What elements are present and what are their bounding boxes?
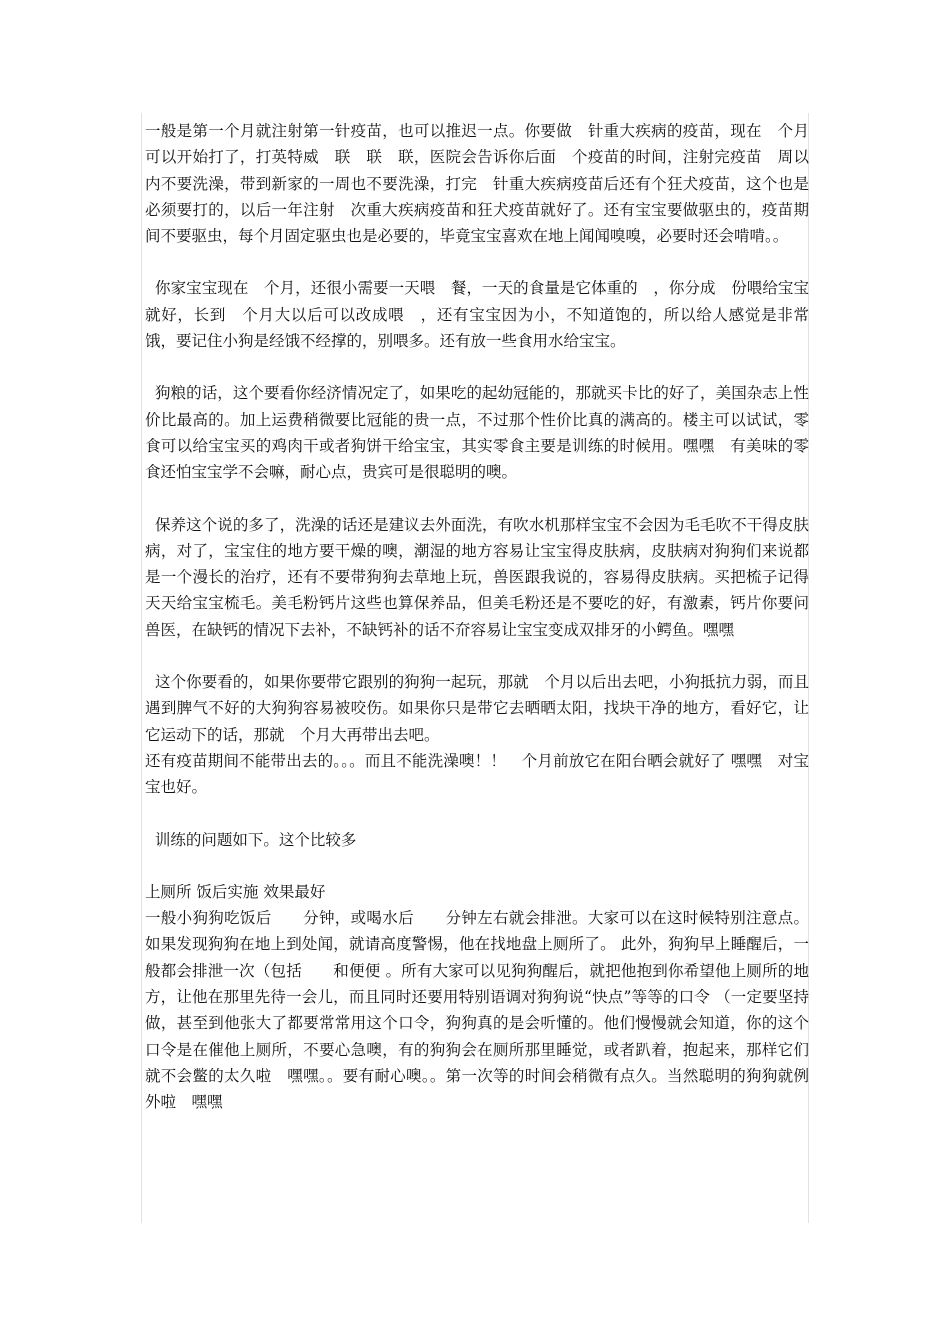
paragraph-toilet-heading: 上厕所 饭后实施 效果最好 <box>145 882 326 901</box>
paragraph-going-out: 这个你要看的，如果你要带它跟别的狗狗一起玩，那就 个月以后出去吧，小狗抵抗力弱，而且遇到脾气不好的大狗狗容易被咬伤。如果你只是带它去晒晒太阳，找块干净的地方，看好它，让它运动下的话，那就 个月大再带出去吧。 <box>145 673 809 744</box>
paragraph-training-intro: 训练的问题如下。这个比较多 <box>145 830 357 849</box>
paragraph-vaccination: 一般是第一个月就注射第一针疫苗，也可以推迟一点。你要做 针重大疾病的疫苗，现在 个月可以开始打了，打英特威 联 联 联，医院会告诉你后面 个疫苗的时间，注射完疫苗 周以内不要洗澡，带到新家的一周也不要洗澡，打完 针重大疾病疫苗后还有个狂犬疫苗，这个也是必须要打的，以后一年注射 次重大疾病疫苗和狂犬疫苗就好了。还有宝宝要做驱虫的，疫苗期间不要驱虫，每个月固定驱虫也是必要的，毕竟宝宝喜欢在地上闻闻嗅嗅，必要时还会啃啃。。 <box>145 122 809 246</box>
document-body <box>145 118 809 1142</box>
paragraph-toilet-training: 一般小狗狗吃饭后 分钟，或喝水后 分钟左右就会排泄。大家可以在这时候特别注意点。如果发现狗狗在地上到处闻，就请高度警惕，他在找地盘上厕所了。 此外，狗狗早上睡醒后，一般都会排泄一次（包括 和便便 。所有大家可以见狗狗醒后，就把他抱到你希望他上厕所的地方，让他在那里先待一会儿，而且同时还要用特别语调对狗狗说“快点”等等的口令 （一定要坚持做，甚至到他张大了都要常常用这个口令，狗狗真的是会听懂的。他们慢慢就会知道，你的这个口令是在催他上厕所，不要心急噢，有的狗狗会在厕所那里睡觉，或者趴着，抱起来，那样它们就不会鳖的太久啦 嘿嘿。。要有耐心噢。。第一次等的时间会稍微有点久。当然聪明的狗狗就例外啦 嘿嘿 <box>145 909 809 1112</box>
paragraph-feeding: 你家宝宝现在 个月，还很小需要一天喂 餐，一天的食量是它体重的 ，你分成 份喂给宝宝就好，长到 个月大以后可以改成喂 ，还有宝宝因为小，不知道饱的，所以给人感觉是非常饿，要记住小狗是经饿不经撑的，别喂多。还有放一些食用水给宝宝。 <box>145 279 809 351</box>
paragraph-dog-food: 狗粮的话，这个要看你经济情况定了，如果吃的起幼冠能的，那就买卡比的好了，美国杂志上性价比最高的。加上运费稍微要比冠能的贵一点，不过那个性价比真的满高的。楼主可以试试，零食可以给宝宝买的鸡肉干或者狗饼干给宝宝，其实零食主要是训练的时候用。嘿嘿 有美味的零食还怕宝宝学不会嘛，耐心点，贵宾可是很聪明的噢。 <box>145 384 809 482</box>
paragraph-vaccine-period: 还有疫苗期间不能带出去的。。。而且不能洗澡噢！！ 个月前放它在阳台晒会就好了 嘿嘿 对宝宝也好。 <box>145 751 809 797</box>
document-page <box>141 113 809 1223</box>
paragraph-grooming: 保养这个说的多了，洗澡的话还是建议去外面洗，有吹水机那样宝宝不会因为毛毛吹不干得皮肤病，对了，宝宝住的地方要干燥的噢，潮湿的地方容易让宝宝得皮肤病，皮肤病对狗狗们来说都是一个漫长的治疗，还有不要带狗狗去草地上玩，兽医跟我说的，容易得皮肤病。买把梳子记得天天给宝宝梳毛。美毛粉钙片这些也算保养品，但美毛粉还是不要吃的好，有激素，钙片你要问兽医，在缺钙的情况下去补，不缺钙补的话不夼容易让宝宝变成双排牙的小鳄鱼。嘿嘿 <box>145 515 809 639</box>
